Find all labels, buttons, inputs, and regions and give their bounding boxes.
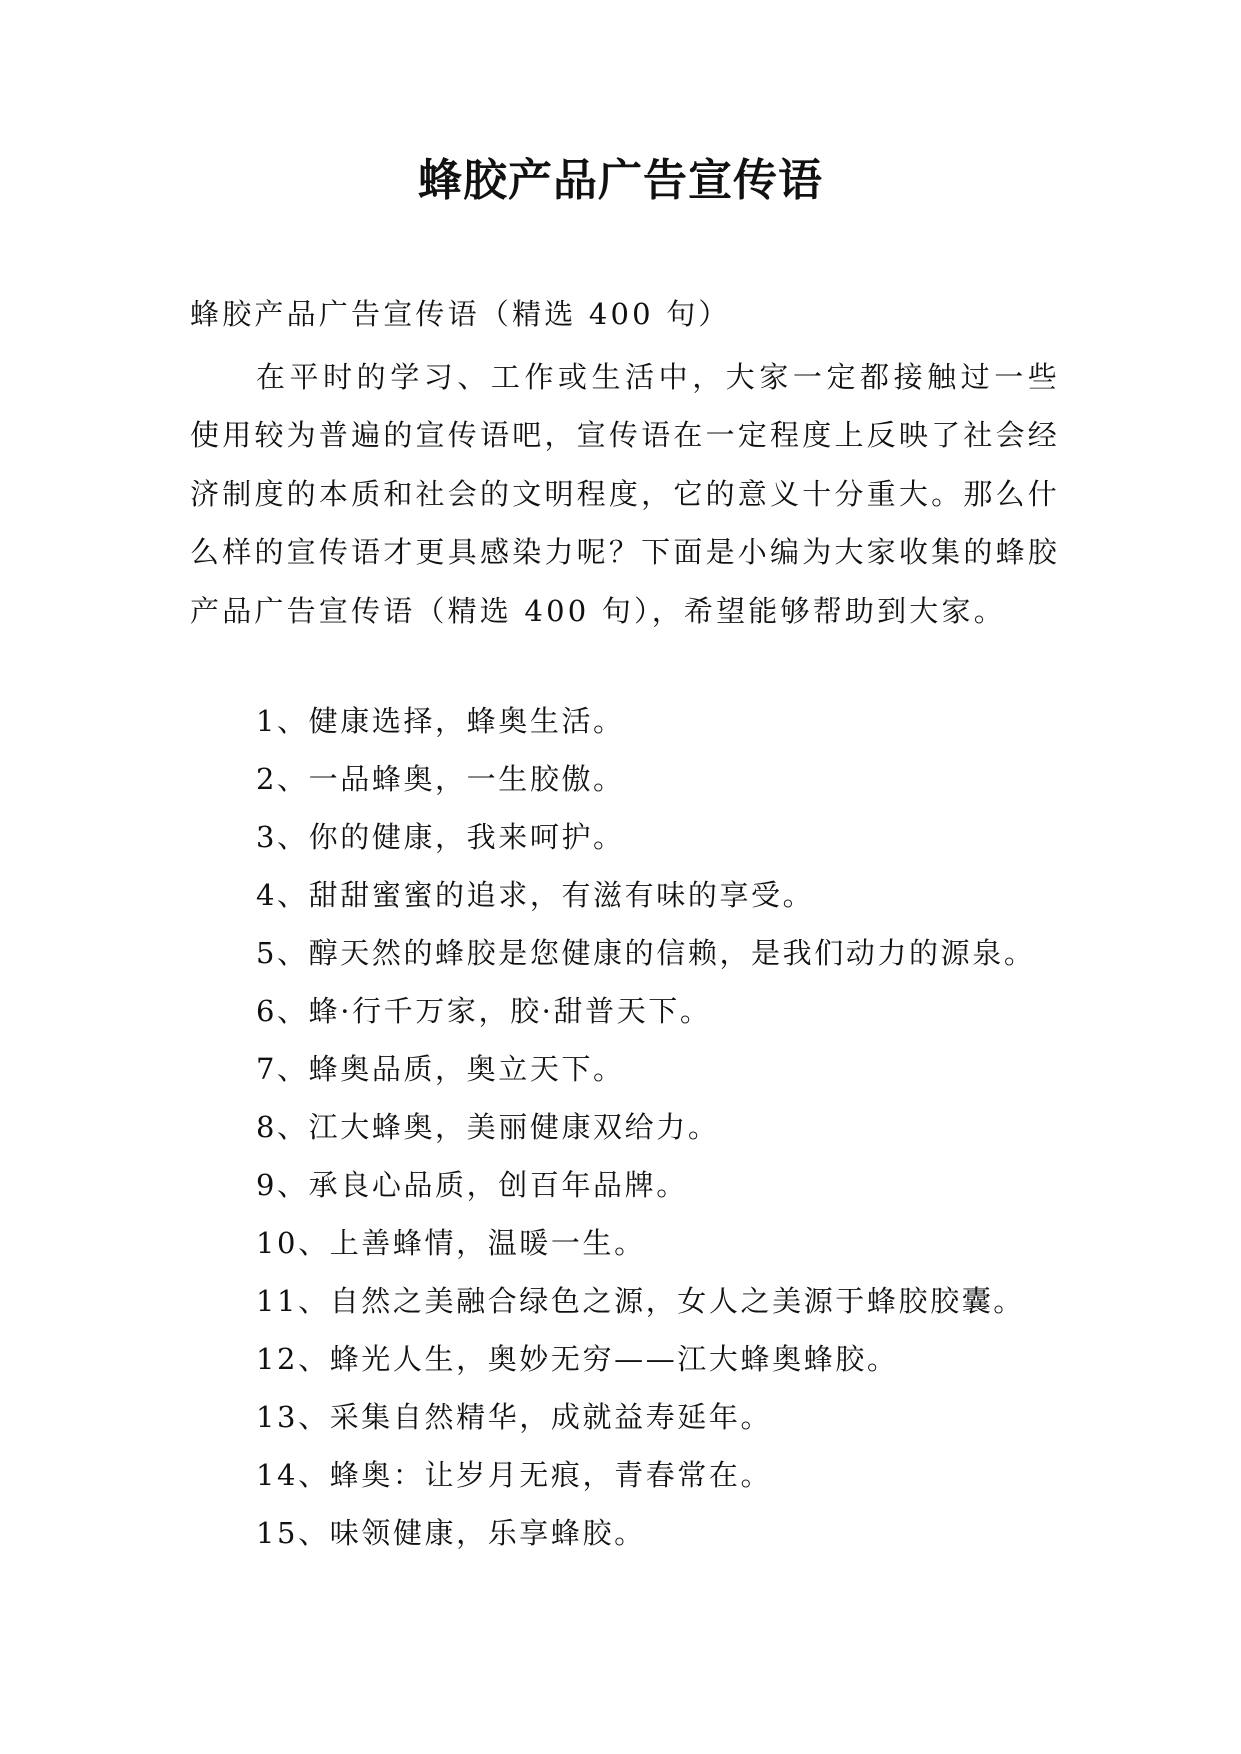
list-item: 10、上善蜂情，温暖一生。 [256,1226,646,1260]
intro-paragraph: 在平时的学习、工作或生活中，大家一定都接触过一些使用较为普遍的宣传语吧，宣传语在一定程度上反映了社会经济制度的本质和社会的文明程度，它的意义十分重大。那么什么样的宣传语才更具感染力呢？下面是小编为大家收集的蜂胶产品广告宣传语（精选 400 句），希望能够帮助到大家。 [190,360,1060,628]
list-item: 15、味领健康，乐享蜂胶。 [256,1516,646,1550]
list-item: 7、蜂奥品质，奥立天下。 [256,1052,625,1086]
list-item: 5、醇天然的蜂胶是您健康的信赖，是我们动力的源泉。 [256,936,1036,970]
list-item: 14、蜂奥：让岁月无痕，青春常在。 [256,1458,773,1492]
document-subtitle: 蜂胶产品广告宣传语（精选 400 句） [190,297,731,331]
list-item: 9、承良心品质，创百年品牌。 [256,1168,688,1202]
intro-paragraph-container [190,348,1060,640]
list-item: 1、健康选择，蜂奥生活。 [256,704,625,738]
list-item: 12、蜂光人生，奥妙无穷——江大蜂奥蜂胶。 [256,1342,899,1376]
list-item: 8、江大蜂奥，美丽健康双给力。 [256,1110,720,1144]
list-item: 6、蜂·行千万家，胶·甜普天下。 [256,994,712,1028]
list-item: 4、甜甜蜜蜜的追求，有滋有味的享受。 [256,878,815,912]
document-title: 蜂胶产品广告宣传语 [418,155,823,206]
list-item: 13、采集自然精华，成就益寿延年。 [256,1400,773,1434]
list-item: 2、一品蜂奥，一生胶傲。 [256,762,625,796]
list-item: 11、自然之美融合绿色之源，女人之美源于蜂胶胶囊。 [256,1284,1025,1318]
list-item: 3、你的健康，我来呵护。 [256,820,625,854]
